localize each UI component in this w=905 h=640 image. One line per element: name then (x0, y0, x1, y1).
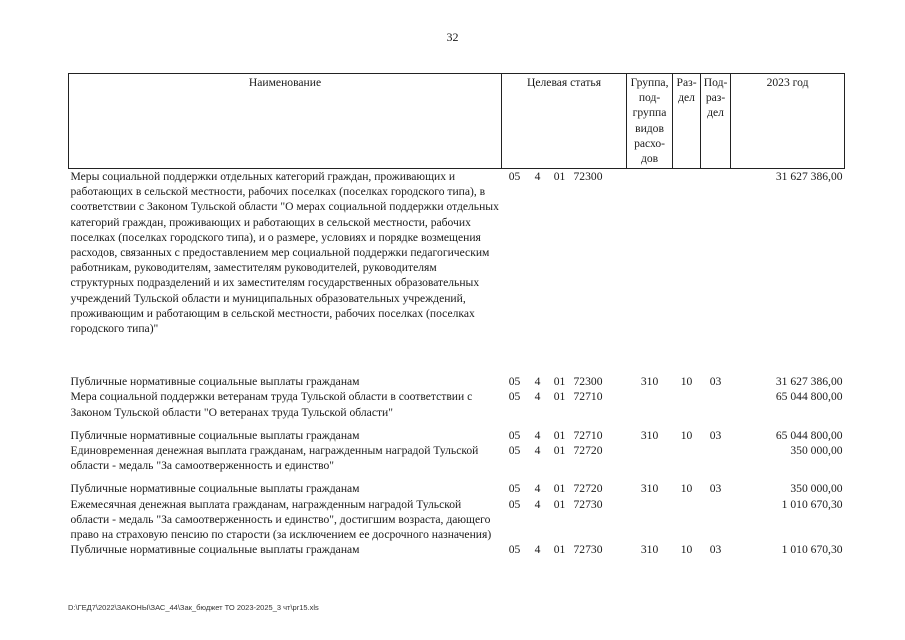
row-name: Меры социальной поддержки отдельных категорий граждан, проживающих и работающих в сельской местности, рабочих поселках (поселках городского типа), в соответствии с Законом Тульской области "О мерах социальной поддержки отдельных категорий граждан, проживающих и работающих в сельской местности, рабочих поселках (поселках городского типа), и о размере, условиях и порядке возмещения расходов, связанных с предоставлением мер социальной поддержки педагогическим работникам, руководителям, заместителям руководителей, руководителям структурных подразделений и их заместителям государственных образовательных учреждений Тульской области и муниципальных образовательных учреждений, проживающим и работающим в сельской местности, рабочих поселках (поселках городского типа)" (70, 170, 499, 336)
code-a: 05 (508, 170, 521, 183)
code-b: 4 (534, 170, 541, 183)
amount: 350 000,00 (790, 482, 843, 496)
code-a: 05 (508, 375, 521, 389)
code-b: 4 (534, 444, 541, 458)
header-subsection: Под- раз- дел (701, 74, 731, 169)
code-c: 01 (553, 444, 566, 458)
row-name: Публичные нормативные социальные выплаты гражданам (70, 543, 360, 557)
amount: 65 044 800,00 (775, 390, 843, 404)
code-d: 72720 (573, 482, 603, 496)
header-target-article: Целевая статья (502, 74, 627, 169)
amount: 31 627 386,00 (775, 170, 843, 183)
subsection-code: 03 (709, 482, 722, 496)
amount: 350 000,00 (790, 444, 843, 458)
code-a: 05 (508, 428, 521, 442)
code-a: 05 (508, 497, 521, 511)
section-code: 10 (680, 482, 693, 496)
code-d: 72720 (573, 444, 603, 458)
subsection-code: 03 (709, 375, 722, 389)
code-c: 01 (553, 482, 566, 496)
table-row (69, 374, 845, 389)
code-b: 4 (534, 482, 541, 496)
amount: 65 044 800,00 (775, 428, 843, 442)
amount: 1 010 670,30 (781, 497, 843, 511)
row-name: Публичные нормативные социальные выплаты гражданам (70, 482, 360, 496)
row-name: Единовременная денежная выплата гражданам, награжденным наградой Тульской области - медаль "За самоотверженность и единство" (70, 444, 479, 473)
section-code (673, 443, 701, 473)
group-code: 310 (640, 428, 659, 442)
section-code (673, 169, 701, 337)
code-b: 4 (534, 497, 541, 511)
code-d: 72300 (573, 170, 603, 183)
subsection-code: 03 (709, 428, 722, 442)
section-code (673, 497, 701, 543)
code-c: 01 (553, 428, 566, 442)
section-code: 10 (680, 428, 693, 442)
group-code: 310 (640, 482, 659, 496)
subsection-code: 03 (709, 543, 722, 557)
row-name: Публичные нормативные социальные выплаты гражданам (70, 428, 360, 442)
code-a: 05 (508, 543, 521, 557)
code-d: 72730 (573, 497, 603, 511)
header-section: Раз- дел (673, 74, 701, 169)
code-b: 4 (534, 390, 541, 404)
group-code (627, 169, 673, 337)
page-number: 32 (446, 30, 459, 44)
group-code (627, 497, 673, 543)
table-row (69, 428, 845, 443)
code-b: 4 (534, 428, 541, 442)
code-a: 05 (508, 444, 521, 458)
section-code: 10 (680, 543, 693, 557)
header-year: 2023 год (731, 74, 845, 169)
code-b: 4 (534, 543, 541, 557)
code-c: 01 (553, 497, 566, 511)
code-c: 01 (553, 375, 566, 389)
amount: 1 010 670,30 (781, 543, 843, 557)
amount: 31 627 386,00 (775, 375, 843, 389)
table-row (69, 481, 845, 496)
table-row (69, 169, 845, 337)
budget-table (68, 73, 845, 557)
code-c: 01 (553, 543, 566, 557)
code-c: 01 (553, 390, 566, 404)
row-name: Публичные нормативные социальные выплаты гражданам (70, 375, 360, 389)
section-code (673, 389, 701, 419)
table-row (69, 389, 845, 419)
header-expense-group: Группа, под- группа видов расхо- дов (627, 74, 673, 169)
subsection-code (701, 497, 731, 543)
subsection-code (701, 389, 731, 419)
table-row (69, 542, 845, 557)
row-name: Мера социальной поддержки ветеранам труда Тульской области в соответствии с Законом Тульской области "О ветеранах труда Тульской области" (70, 390, 473, 419)
code-d: 72710 (573, 428, 603, 442)
table-row (69, 497, 845, 543)
group-code: 310 (640, 543, 659, 557)
code-b: 4 (534, 375, 541, 389)
section-code: 10 (680, 375, 693, 389)
group-code: 310 (640, 375, 659, 389)
header-name: Наименование (69, 74, 502, 169)
code-d: 72710 (573, 390, 603, 404)
subsection-code (701, 169, 731, 337)
code-a: 05 (508, 482, 521, 496)
file-path-footer: D:\ГЕД7\2022\ЗАКОНЫ\ЗАС_44\Зак_бюджет ТО 2023-2025_3 чт\pr15.xls (68, 603, 319, 612)
row-name: Ежемесячная денежная выплата гражданам, награжденным наградой Тульской области - медаль "За самоотверженность и единство", достигшим возраста, дающего право на страховую пенсию по старости (за исключением ее досрочного назначения) (70, 497, 492, 542)
group-code (627, 389, 673, 419)
code-d: 72730 (573, 543, 603, 557)
code-d: 72300 (573, 375, 603, 389)
code-a: 05 (508, 390, 521, 404)
group-code (627, 443, 673, 473)
table-row (69, 443, 845, 473)
subsection-code (701, 443, 731, 473)
code-c: 01 (553, 170, 566, 183)
table-header-row (69, 74, 845, 169)
